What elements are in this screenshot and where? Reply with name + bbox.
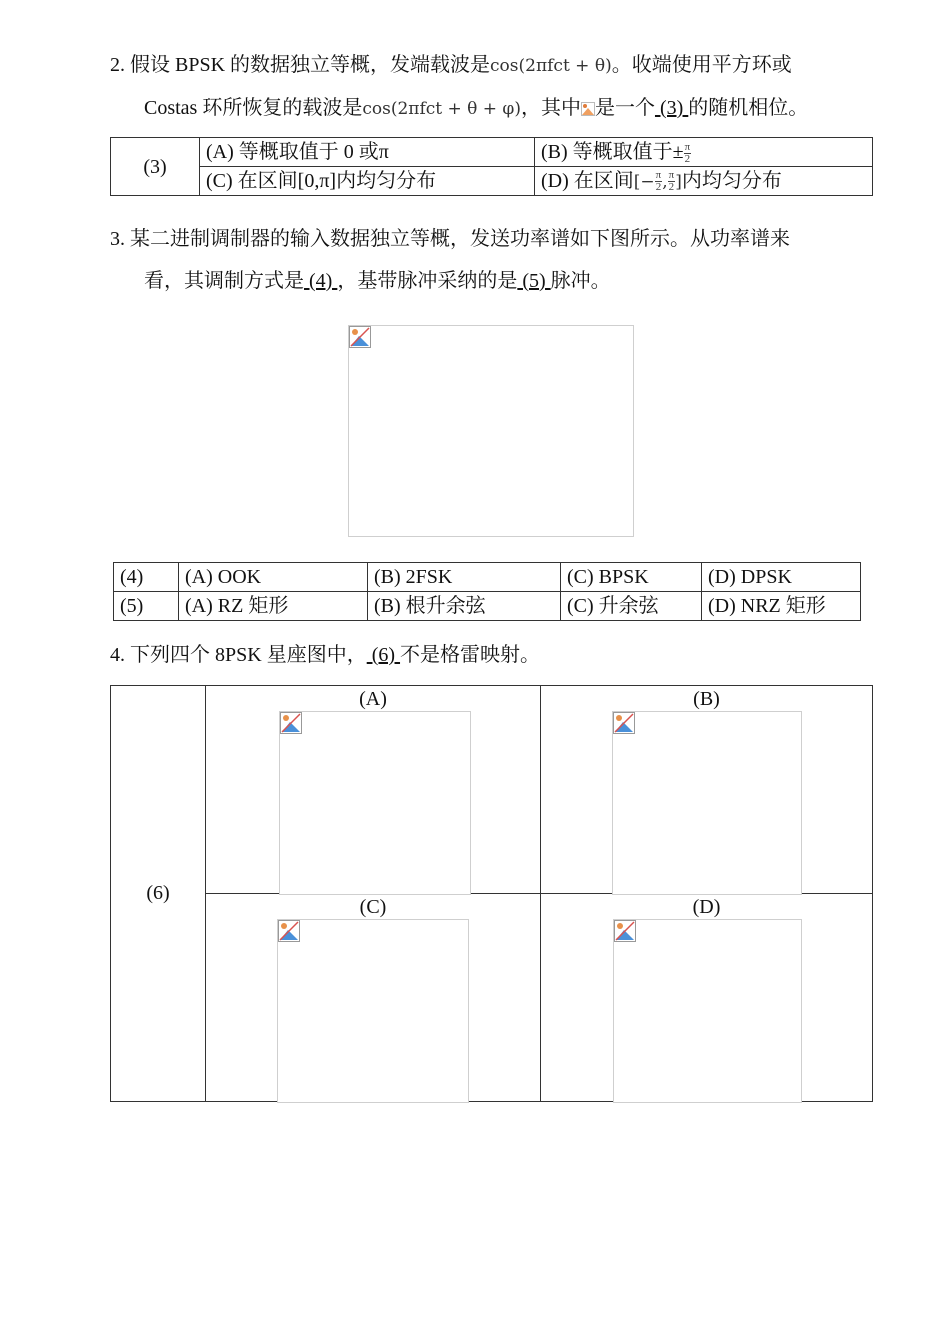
fraction-denominator: 2 (668, 181, 675, 194)
math-expression: cos(2πfct + θ) (490, 56, 612, 76)
question-2-line-1 (110, 44, 880, 87)
question-text: 不是格雷映射。 (400, 644, 541, 666)
options-table-4-5 (113, 562, 861, 621)
constellation-label: (B) (693, 688, 720, 710)
constellation-label: (D) (692, 896, 721, 918)
option-d-text: 内均匀分布 (681, 169, 782, 192)
option-b (535, 138, 873, 167)
option-a: (A) OOK (179, 563, 368, 592)
broken-image-icon (278, 920, 300, 942)
broken-image-icon (613, 712, 635, 734)
answer-blank: (6) (366, 644, 401, 666)
question-2 (110, 44, 880, 130)
question-text: ，基带脉冲采纳的是 (337, 270, 518, 292)
option-a: (A) 等概取值于 0 或π (200, 138, 535, 167)
option-d-text: (D) 在区间 (541, 169, 634, 192)
constellation-cell-a (206, 686, 541, 894)
option-label: (6) (111, 686, 206, 1102)
fraction-denominator: 2 (684, 152, 691, 165)
question-text: Costas 环所恢复的载波是 (144, 97, 363, 119)
fraction-denominator: 2 (655, 181, 662, 194)
answer-blank: (3) (654, 97, 689, 119)
question-text: 是一个 (594, 97, 655, 119)
option-d: (D) DPSK (702, 563, 861, 592)
option-c: (C) 在区间[0,π]内均匀分布 (200, 167, 535, 196)
fraction-numerator: π (668, 169, 675, 182)
broken-image-icon (614, 920, 636, 942)
question-4 (110, 634, 880, 676)
option-c: (C) BPSK (561, 563, 702, 592)
option-row (114, 563, 861, 592)
fraction-numerator: π (655, 169, 662, 182)
constellation-label: (C) (359, 896, 387, 918)
option-d (535, 167, 873, 196)
option-b-text: (B) 等概取值于± (541, 141, 684, 163)
option-c: (C) 升余弦 (561, 592, 702, 621)
constellation-label: (A) (359, 688, 387, 710)
options-table-3 (110, 137, 873, 196)
option-b: (B) 2FSK (368, 563, 561, 592)
interval-bracket: [− (633, 171, 655, 192)
math-expression: cos(2πfct + θ + φ) (362, 99, 521, 119)
constellation-image (277, 919, 469, 1103)
power-spectrum-image (348, 325, 634, 537)
fraction-numerator: π (684, 140, 691, 153)
option-label: (5) (114, 592, 179, 621)
question-text: 下列四个 8PSK 星座图中， (130, 644, 367, 666)
broken-image-icon (280, 712, 302, 734)
broken-image-icon (349, 326, 371, 348)
fraction (684, 142, 692, 165)
interval-separator: , (662, 171, 668, 192)
option-label: (3) (111, 138, 200, 196)
constellation-image (612, 711, 802, 895)
question-3-line-2 (110, 260, 880, 302)
constellation-image (613, 919, 802, 1103)
option-d: (D) NRZ 矩形 (702, 592, 861, 621)
question-number: 3. (110, 228, 125, 250)
question-2-line-2 (110, 87, 880, 130)
interval-bracket: ] (675, 171, 682, 192)
option-a: (A) RZ 矩形 (179, 592, 368, 621)
constellation-cell-d (541, 894, 873, 1102)
question-text: 某二进制调制器的输入数据独立等概，发送功率谱如下图所示。从功率谱来 (130, 228, 790, 250)
constellation-image (279, 711, 471, 895)
question-text: 的随机相位。 (688, 97, 809, 119)
question-text: ，其中 (520, 97, 581, 119)
question-number: 2. (110, 54, 125, 76)
constellation-cell-b (541, 686, 873, 894)
broken-image-icon (581, 89, 595, 103)
option-row (114, 592, 861, 621)
option-label: (4) (114, 563, 179, 592)
question-text: 看，其调制方式是 (144, 270, 304, 292)
question-text: 脉冲。 (550, 270, 611, 292)
question-text: 假设 BPSK 的数据独立等概，发端载波是 (130, 54, 491, 76)
options-table-6 (110, 685, 873, 1102)
question-3-line-1 (110, 218, 880, 260)
option-b: (B) 根升余弦 (368, 592, 561, 621)
question-number: 4. (110, 644, 125, 666)
answer-blank: (4) (304, 270, 338, 292)
question-3 (110, 218, 880, 302)
constellation-cell-c (206, 894, 541, 1102)
question-text: 。收端使用平方环或 (611, 54, 792, 76)
question-4-line-1 (110, 634, 880, 676)
answer-blank: (5) (517, 270, 551, 292)
